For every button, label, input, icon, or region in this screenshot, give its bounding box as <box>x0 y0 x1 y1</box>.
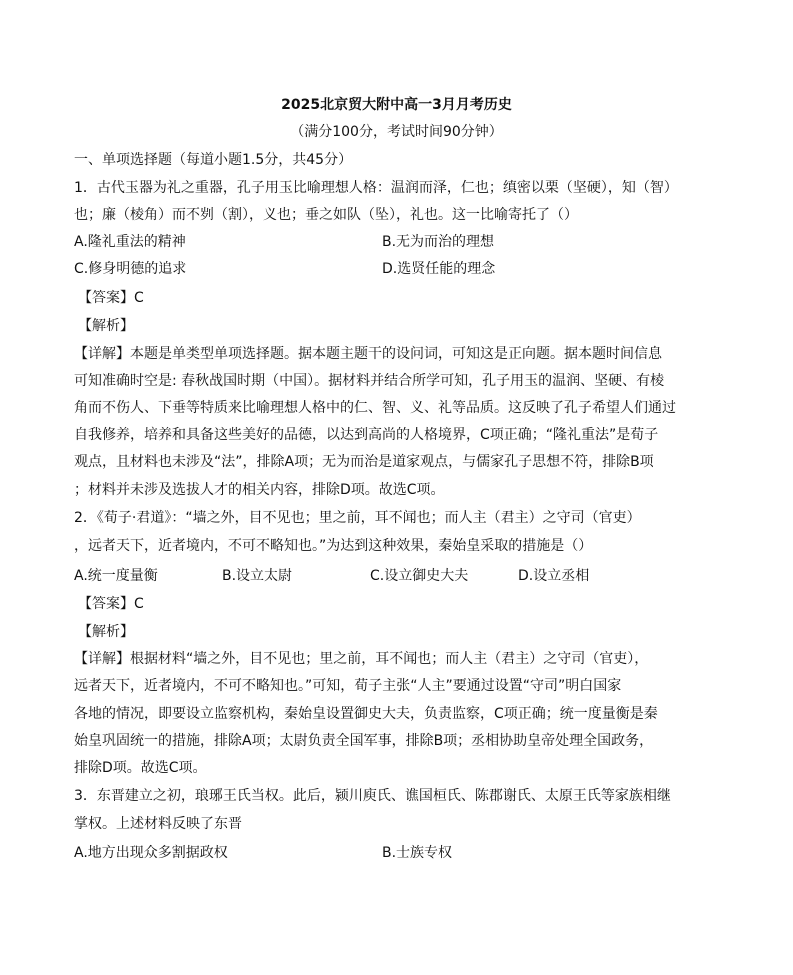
page-subtitle: （满分100分，考试时间90分钟） <box>290 124 503 140</box>
q1-detail-line: 角而不伤人、下垂等特质来比喻理想人格中的仁、智、义、礼等品质。这反映了孔子希望人们通过 <box>74 400 676 416</box>
page-title: 2025北京贸大附中高一3月月考历史 <box>281 97 512 113</box>
q2-detail-line: 始皇巩固统一的措施，排除A项；太尉负责全国军事，排除B项；丞相协助皇帝处理全国政务， <box>74 733 654 749</box>
q2-answer: 【答案】C <box>78 596 144 612</box>
q1-stem-line-1: 1．古代玉器为礼之重器，孔子用玉比喻理想人格：温润而泽，仁也；缜密以栗（坚硬），知（智） <box>74 180 678 196</box>
q2-option-a: A.统一度量衡 <box>74 568 158 584</box>
q2-option-b: B.设立太尉 <box>222 568 293 584</box>
q2-detail-line: 远者天下，近者境内，不可不略知也。”可知，荀子主张“人主”要通过设置“守司”明白国家 <box>74 678 622 694</box>
q1-detail-line: 【详解】本题是单类型单项选择题。据本题主题干的设问词，可知这是正向题。据本题时间信息 <box>74 346 662 362</box>
q1-answer: 【答案】C <box>78 290 144 306</box>
q3-stem-line-1: 3．东晋建立之初，琅琊王氏当权。此后，颍川庾氏、谯国桓氏、陈郡谢氏、太原王氏等家族相继 <box>74 788 671 804</box>
q2-detail-line: 各地的情况，即要设立监察机构，秦始皇设置御史大夫，负责监察，C项正确；统一度量衡是秦 <box>74 706 658 722</box>
q1-option-a: A.隆礼重法的精神 <box>74 234 186 250</box>
q3-option-b: B.士族专权 <box>382 845 453 861</box>
q1-detail-line: 观点，且材料也未涉及“法”，排除A项；无为而治是道家观点，与儒家孔子思想不符，排除B项 <box>74 454 654 470</box>
q1-detail-line: ；材料并未涉及选拔人才的相关内容，排除D项。故选C项。 <box>74 482 445 498</box>
section-heading: 一、单项选择题（每道小题1.5分，共45分） <box>74 152 353 168</box>
q1-stem-line-2: 也；廉（棱角）而不刿（割），义也；垂之如队（坠），礼也。这一比喻寄托了（） <box>74 207 578 223</box>
q1-option-c: C.修身明德的追求 <box>74 261 187 277</box>
q2-analysis-label: 【解析】 <box>78 624 134 640</box>
q2-option-d: D.设立丞相 <box>518 568 590 584</box>
q1-detail-line: 可知准确时空是: 春秋战国时期（中国）。据材料并结合所学可知，孔子用玉的温润、坚硬、有棱 <box>74 373 665 389</box>
q2-detail-line: 排除D项。故选C项。 <box>74 760 207 776</box>
q2-stem-line-2: ，远者天下，近者境内，不可不略知也。”为达到这种效果，秦始皇采取的措施是（） <box>74 538 593 554</box>
q3-option-a: A.地方出现众多割据政权 <box>74 845 228 861</box>
q2-stem-line-1: 2．《荀子·君道》：“墙之外，目不见也；里之前，耳不闻也；而人主（君主）之守司（官吏） <box>74 510 641 526</box>
q3-stem-line-2: 掌权。上述材料反映了东晋 <box>74 816 242 832</box>
q1-analysis-label: 【解析】 <box>78 318 134 334</box>
q2-detail-line: 【详解】根据材料“墙之外，目不见也；里之前，耳不闻也；而人主（君主）之守司（官吏）， <box>74 651 649 667</box>
q1-option-d: D.选贤任能的理念 <box>382 261 496 277</box>
q1-detail-line: 自我修养，培养和具备这些美好的品德，以达到高尚的人格境界，C项正确；“隆礼重法”是荀子 <box>74 427 659 443</box>
q2-option-c: C.设立御史大夫 <box>370 568 469 584</box>
q1-option-b: B.无为而治的理想 <box>382 234 495 250</box>
